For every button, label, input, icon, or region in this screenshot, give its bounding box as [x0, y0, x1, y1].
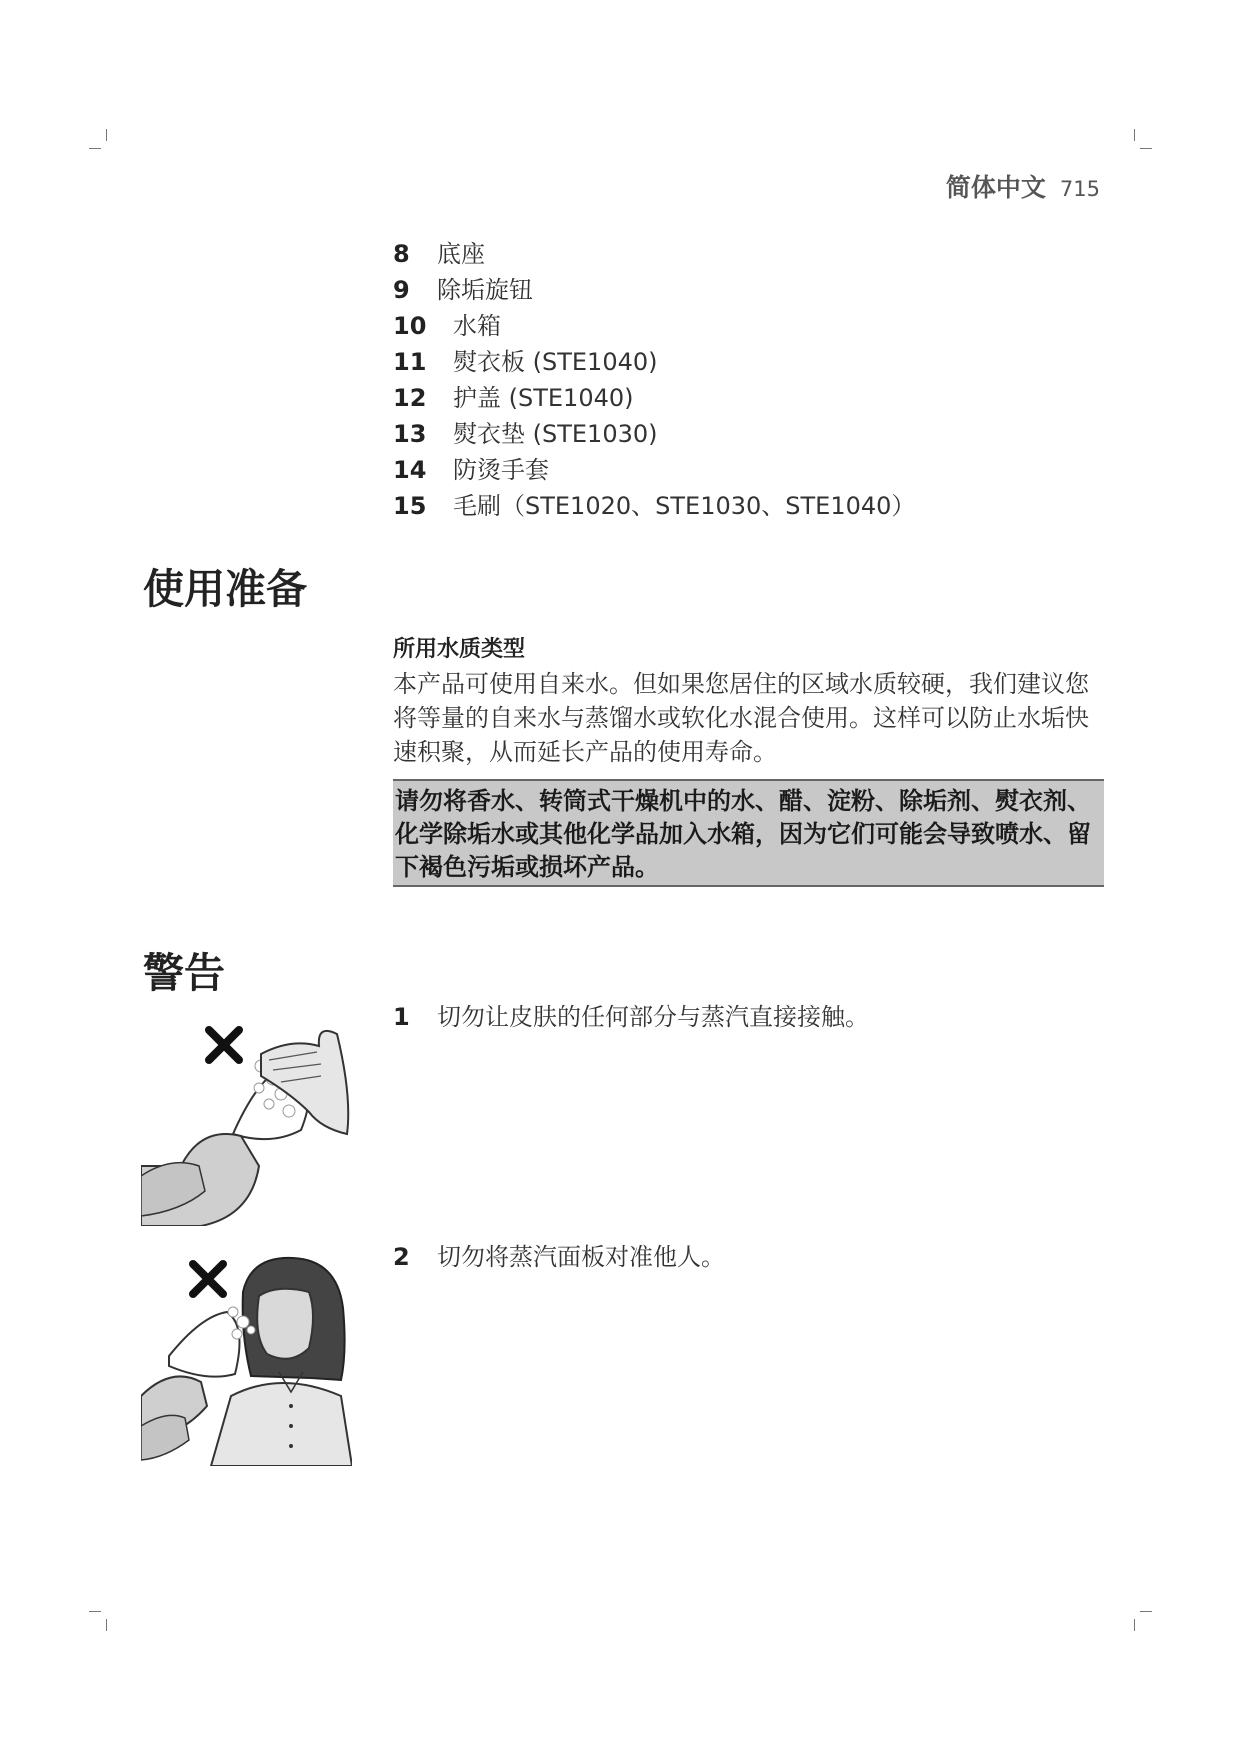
illustration-person-steam	[141, 1256, 352, 1466]
crop-mark	[89, 1611, 101, 1612]
part-item	[393, 342, 915, 378]
water-paragraph: 本产品可使用自来水。但如果您居住的区域水质较硬，我们建议您将等量的自来水与蒸馏水或软化水混合使用。这样可以防止水垢快速积聚，从而延长产品的使用寿命。	[393, 670, 1089, 766]
crop-mark	[106, 129, 107, 141]
part-number: 15	[393, 492, 427, 520]
section-title-warning: 警告	[143, 949, 225, 997]
part-number: 8	[393, 240, 410, 268]
crop-mark	[106, 1619, 107, 1631]
warning-step	[393, 997, 869, 1032]
part-label: 底座	[437, 240, 485, 268]
crop-mark	[1140, 148, 1152, 149]
crop-mark	[89, 148, 101, 149]
part-label: 熨衣垫 (STE1030)	[453, 420, 658, 448]
part-number: 10	[393, 312, 427, 340]
part-item	[393, 234, 915, 270]
part-item	[393, 378, 915, 414]
part-number: 13	[393, 420, 427, 448]
language-label: 简体中文	[945, 173, 1046, 202]
parts-list	[393, 234, 915, 522]
part-label: 水箱	[453, 312, 501, 340]
step-number: 2	[393, 1243, 410, 1271]
crop-mark	[1134, 1619, 1135, 1631]
part-number: 11	[393, 348, 427, 376]
caution-text: 请勿将香水、转筒式干燥机中的水、醋、淀粉、除垢剂、熨衣剂、化学除垢水或其他化学品加入水箱，因为它们可能会导致喷水、留下褐色污垢或损坏产品。	[395, 787, 1091, 881]
part-label: 毛刷（STE1020、STE1030、STE1040）	[453, 492, 916, 520]
running-header	[946, 168, 1100, 204]
page-number: 715	[1059, 177, 1100, 201]
step-text: 切勿将蒸汽面板对准他人。	[437, 1243, 725, 1271]
part-label: 除垢旋钮	[437, 276, 533, 304]
part-item	[393, 414, 915, 450]
step-text: 切勿让皮肤的任何部分与蒸汽直接接触。	[437, 1003, 869, 1031]
part-item	[393, 270, 915, 306]
section-title-prep: 使用准备	[143, 565, 307, 613]
part-label: 护盖 (STE1040)	[453, 384, 634, 412]
warning-step	[393, 1237, 725, 1272]
crop-mark	[1134, 129, 1135, 141]
subsection-title-water: 所用水质类型	[393, 637, 526, 662]
part-number: 14	[393, 456, 427, 484]
part-number: 9	[393, 276, 410, 304]
part-label: 防烫手套	[453, 456, 549, 484]
part-item	[393, 306, 915, 342]
part-item	[393, 450, 915, 486]
part-item	[393, 486, 915, 522]
part-number: 12	[393, 384, 427, 412]
step-number: 1	[393, 1003, 410, 1031]
crop-mark	[1140, 1611, 1152, 1612]
illustration-hand-steam	[141, 1016, 352, 1226]
caution-box	[393, 779, 1104, 887]
part-label: 熨衣板 (STE1040)	[453, 348, 658, 376]
